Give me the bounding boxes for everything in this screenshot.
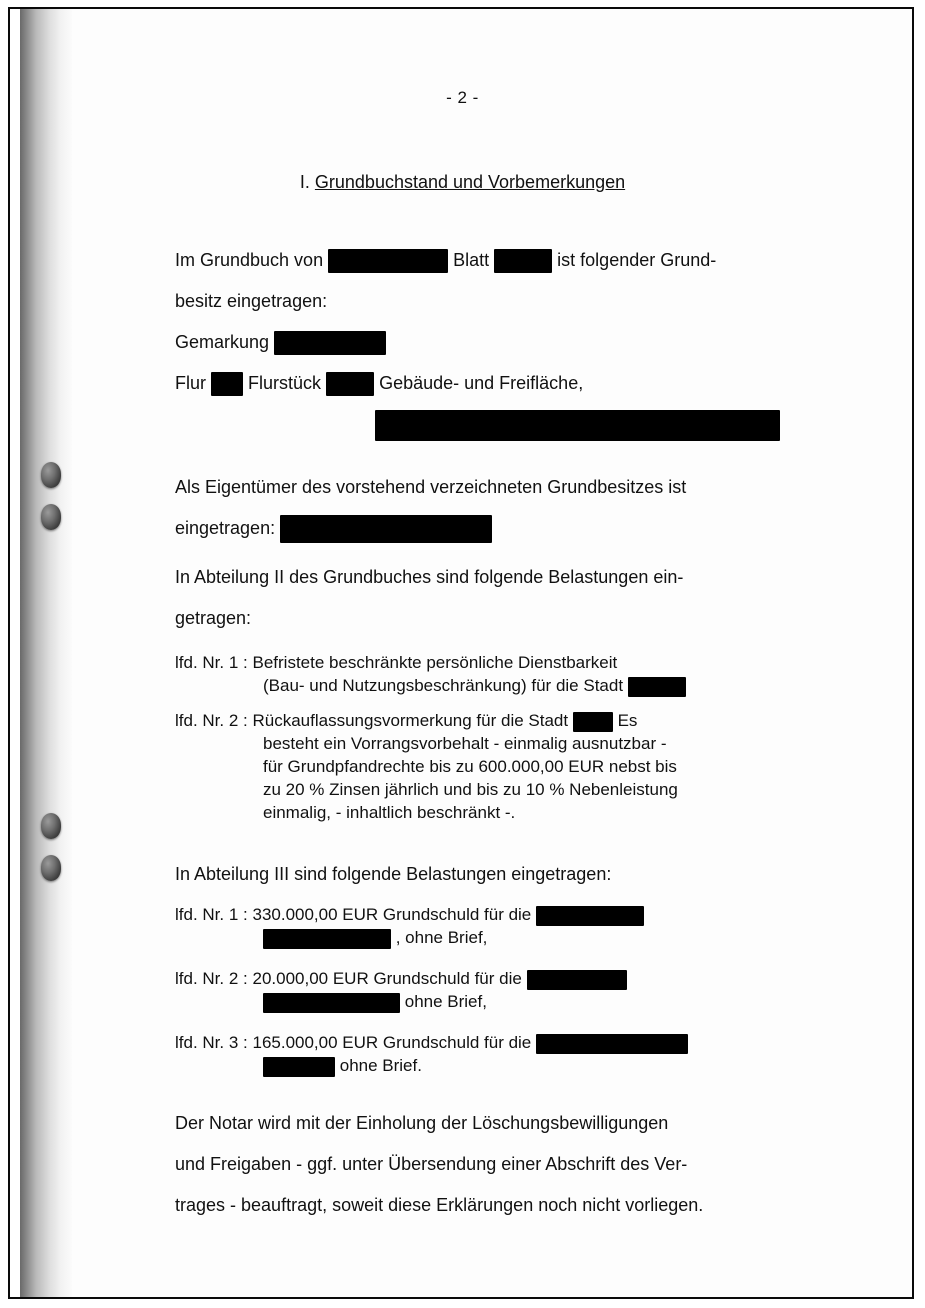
- text-blatt: Blatt: [453, 250, 490, 270]
- label-abt3-lfd-nr3: lfd. Nr. 3 :: [175, 1033, 248, 1052]
- spacer: [175, 895, 795, 903]
- text-vorrangsvorbehalt-line4: zu 20 % Zinsen jährlich und bis zu 10 % Nebenleistung: [263, 780, 678, 799]
- label-abt3-lfd-nr1: lfd. Nr. 1 :: [175, 905, 248, 924]
- spacer: [175, 441, 795, 467]
- text-grundschuld-1-line2: [175, 926, 795, 949]
- paragraph-abteilung-2-intro-2: [175, 598, 795, 639]
- spacer: [175, 549, 795, 557]
- redaction-bar: [328, 249, 448, 273]
- redaction-bar: [536, 906, 644, 926]
- redaction-bar: [263, 993, 400, 1013]
- redaction-bar: [375, 410, 780, 441]
- text-bau-nutzungsbeschraenkung: (Bau- und Nutzungsbeschränkung) für die Stadt: [263, 676, 624, 695]
- paragraph-grundbuch: [175, 240, 795, 281]
- text-vorrangsvorbehalt-line5: einmalig, - inhaltlich beschränkt -.: [263, 803, 516, 822]
- text-abteilung-3-intro: In Abteilung III sind folgende Belastungen eingetragen:: [175, 864, 612, 884]
- page-number: - 2 -: [446, 88, 479, 107]
- document-body: [175, 240, 795, 1226]
- spacer: [175, 1077, 795, 1103]
- redaction-bar: [326, 372, 374, 396]
- redaction-bar: [527, 970, 627, 990]
- list-item-abt3-nr1: [175, 903, 795, 949]
- text-grundschuld-2: 20.000,00 EUR Grundschuld für die: [252, 969, 522, 988]
- text-grundschuld-1: 330.000,00 EUR Grundschuld für die: [252, 905, 532, 924]
- label-lfd-nr1: lfd. Nr. 1 :: [175, 653, 248, 672]
- redaction-bar: [274, 331, 386, 355]
- redaction-bar: [211, 372, 243, 396]
- redaction-bar: [280, 515, 492, 543]
- redaction-bar: [263, 929, 391, 949]
- paragraph-abteilung-2-intro-1: [175, 557, 795, 598]
- text-gemarkung: Gemarkung: [175, 332, 270, 352]
- text-grundschuld-3: 165.000,00 EUR Grundschuld für die: [252, 1033, 532, 1052]
- paragraph-flur: [175, 363, 795, 404]
- text-rueckauflassungsvormerkung: Rückauflassungsvormerkung für die Stadt: [252, 711, 569, 730]
- list-item-abt2-nr1: [175, 651, 795, 697]
- text-notar-line2: und Freigaben - ggf. unter Übersendung einer Abschrift des Ver-: [175, 1154, 688, 1174]
- text-eingetragen: eingetragen:: [175, 518, 276, 538]
- text-im-grundbuch-von: Im Grundbuch von: [175, 250, 324, 270]
- paragraph-abteilung-3-intro: [175, 854, 795, 895]
- text-getragen: getragen:: [175, 608, 252, 628]
- spacer: [175, 1013, 795, 1031]
- paragraph-grundbesitz: [175, 281, 795, 322]
- list-item-abt3-nr2: [175, 967, 795, 1013]
- paragraph-notar-line1: [175, 1103, 795, 1144]
- section-title: Grundbuchstand und Vorbemerkungen: [314, 172, 626, 192]
- paragraph-notar-line2: [175, 1144, 795, 1185]
- label-lfd-nr2: lfd. Nr. 2 :: [175, 711, 248, 730]
- redaction-bar: [494, 249, 552, 273]
- redaction-bar: [628, 677, 686, 697]
- text-grundschuld-3-line2: [175, 1054, 795, 1077]
- text-dienstbarkeit-line2: [175, 674, 795, 697]
- spacer: [175, 697, 795, 709]
- paragraph-notar-line3: [175, 1185, 795, 1226]
- text-es: Es: [617, 711, 638, 730]
- label-abt3-lfd-nr2: lfd. Nr. 2 :: [175, 969, 248, 988]
- spacer: [175, 639, 795, 651]
- text-flurstueck: Flurstück: [248, 373, 322, 393]
- text-vorrangsvorbehalt-line2: besteht ein Vorrangsvorbehalt - einmalig ausnutzbar -: [263, 734, 667, 753]
- paragraph-gemarkung: [175, 322, 795, 363]
- section-heading: [0, 172, 925, 193]
- text-vorrangsvorbehalt-line3: für Grundpfandrechte bis zu 600.000,00 EUR nebst bis: [263, 757, 677, 776]
- redaction-bar: [573, 712, 613, 732]
- text-flur: Flur: [175, 373, 206, 393]
- text-notar-line3: trages - beauftragt, soweit diese Erklärungen noch nicht vorliegen.: [175, 1195, 704, 1215]
- paragraph-eingetragen: [175, 508, 795, 549]
- redaction-bar: [536, 1034, 688, 1054]
- section-number: I.: [299, 172, 310, 192]
- text-eigentuemer: Als Eigentümer des vorstehend verzeichneten Grundbesitzes ist: [175, 477, 687, 497]
- text-ist-folgender: ist folgender Grund-: [557, 250, 717, 270]
- paragraph-address-redacted: [175, 410, 795, 441]
- text-dienstbarkeit: Befristete beschränkte persönliche Dienstbarkeit: [252, 653, 618, 672]
- list-item-abt3-nr3: [175, 1031, 795, 1077]
- spacer: [175, 824, 795, 854]
- text-notar-line1: Der Notar wird mit der Einholung der Löschungsbewilligungen: [175, 1113, 669, 1133]
- text-grundschuld-2-line2: [175, 990, 795, 1013]
- text-besitz-eingetragen: besitz eingetragen:: [175, 291, 328, 311]
- text-ohne-brief-3: ohne Brief.: [339, 1056, 422, 1075]
- text-gebaeude-freiflaeche: Gebäude- und Freifläche,: [379, 373, 584, 393]
- text-abteilung-2-intro: In Abteilung II des Grundbuches sind folgende Belastungen ein-: [175, 567, 684, 587]
- list-item-abt2-nr2: [175, 709, 795, 824]
- paragraph-eigentuemer: [175, 467, 795, 508]
- spacer: [175, 949, 795, 967]
- text-ohne-brief-2: ohne Brief,: [404, 992, 487, 1011]
- redaction-bar: [263, 1057, 335, 1077]
- text-ohne-brief-1: , ohne Brief,: [395, 928, 488, 947]
